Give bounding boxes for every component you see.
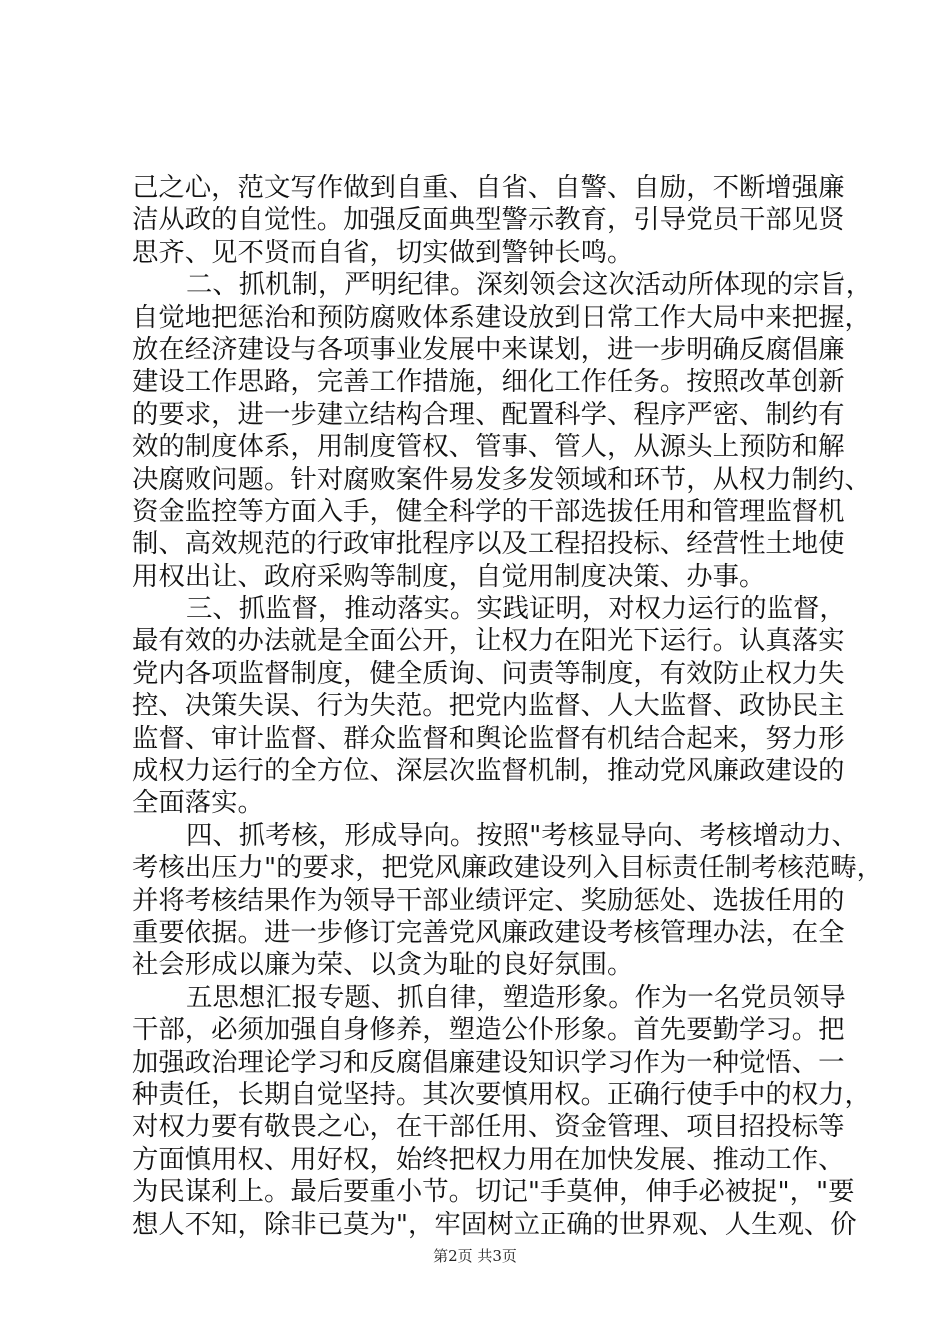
text-line: 四、抓考核，形成导向。按照"考核显导向、考核增动力、: [186, 819, 858, 851]
text-line: 洁从政的自觉性。加强反面典型警示教育，引导党员干部见贤: [132, 204, 845, 236]
document-body: [132, 172, 884, 1241]
text-line: 的要求，进一步建立结构合理、配置科学、程序严密、制约有: [132, 398, 845, 430]
text-line: 种责任，长期自觉坚持。其次要慎用权。正确行使手中的权力，: [132, 1078, 871, 1110]
page-footer: [0, 1246, 950, 1266]
page-number-label: 第2页 共3页: [433, 1247, 517, 1265]
text-line: 二、抓机制，严明纪律。深刻领会这次活动所体现的宗旨，: [186, 269, 873, 301]
text-line: 想人不知，除非已莫为"，牢固树立正确的世界观、人生观、价: [132, 1208, 857, 1240]
text-line: 最有效的办法就是全面公开，让权力在阳光下运行。认真落实: [132, 625, 845, 657]
text-line: 资金监控等方面入手，健全科学的干部选拔任用和管理监督机: [132, 495, 845, 527]
text-line: 己之心，范文写作做到自重、自省、自警、自励，不断增强廉: [132, 172, 845, 203]
text-line: 重要依据。进一步修订完善党风廉政建设考核管理办法，在全: [132, 916, 845, 948]
text-line: 思齐、见不贤而自省，切实做到警钟长鸣。: [132, 236, 634, 268]
text-line: 全面落实。: [132, 787, 264, 819]
text-line: 监督、审计监督、群众监督和舆论监督有机结合起来，努力形: [132, 722, 845, 754]
text-line: 方面慎用权、用好权，始终把权力用在加快发展、推动工作、: [132, 1143, 845, 1175]
text-line: 效的制度体系，用制度管权、管事、管人，从源头上预防和解: [132, 431, 845, 463]
text-line: 并将考核结果作为领导干部业绩评定、奖励惩处、选拔任用的: [132, 884, 845, 916]
text-line: 自觉地把惩治和预防腐败体系建设放到日常工作大局中来把握，: [132, 301, 871, 333]
text-line: 加强政治理论学习和反腐倡廉建设知识学习作为一种觉悟、一: [132, 1046, 845, 1078]
text-line: 放在经济建设与各项事业发展中来谋划，进一步明确反腐倡廉: [132, 333, 845, 365]
text-line: 五思想汇报专题、抓自律，塑造形象。作为一名党员领导: [186, 981, 846, 1013]
text-line: 考核出压力"的要求，把党风廉政建设列入目标责任制考核范畴，: [132, 852, 884, 884]
text-line: 社会形成以廉为荣、以贪为耻的良好氛围。: [132, 949, 634, 981]
text-line: 控、决策失误、行为失范。把党内监督、人大监督、政协民主: [132, 690, 845, 722]
text-line: 对权力要有敬畏之心，在干部任用、资金管理、项目招投标等: [132, 1111, 845, 1143]
text-line: 党内各项监督制度，健全质询、问责等制度，有效防止权力失: [132, 657, 845, 689]
text-line: 三、抓监督，推动落实。实践证明，对权力运行的监督，: [186, 593, 846, 625]
text-line: 制、高效规范的行政审批程序以及工程招投标、经营性土地使: [132, 528, 845, 560]
text-line: 为民谋利上。最后要重小节。切记"手莫伸，伸手必被捉"，"要: [132, 1176, 855, 1208]
text-line: 建设工作思路，完善工作措施，细化工作任务。按照改革创新: [132, 366, 845, 398]
text-line: 干部，必须加强自身修养，塑造公仆形象。首先要勤学习。把: [132, 1014, 845, 1046]
text-line: 成权力运行的全方位、深层次监督机制，推动党风廉政建设的: [132, 755, 845, 787]
text-line: 决腐败问题。针对腐败案件易发多发领域和环节，从权力制约、: [132, 463, 871, 495]
text-line: 用权出让、政府采购等制度，自觉用制度决策、办事。: [132, 560, 766, 592]
